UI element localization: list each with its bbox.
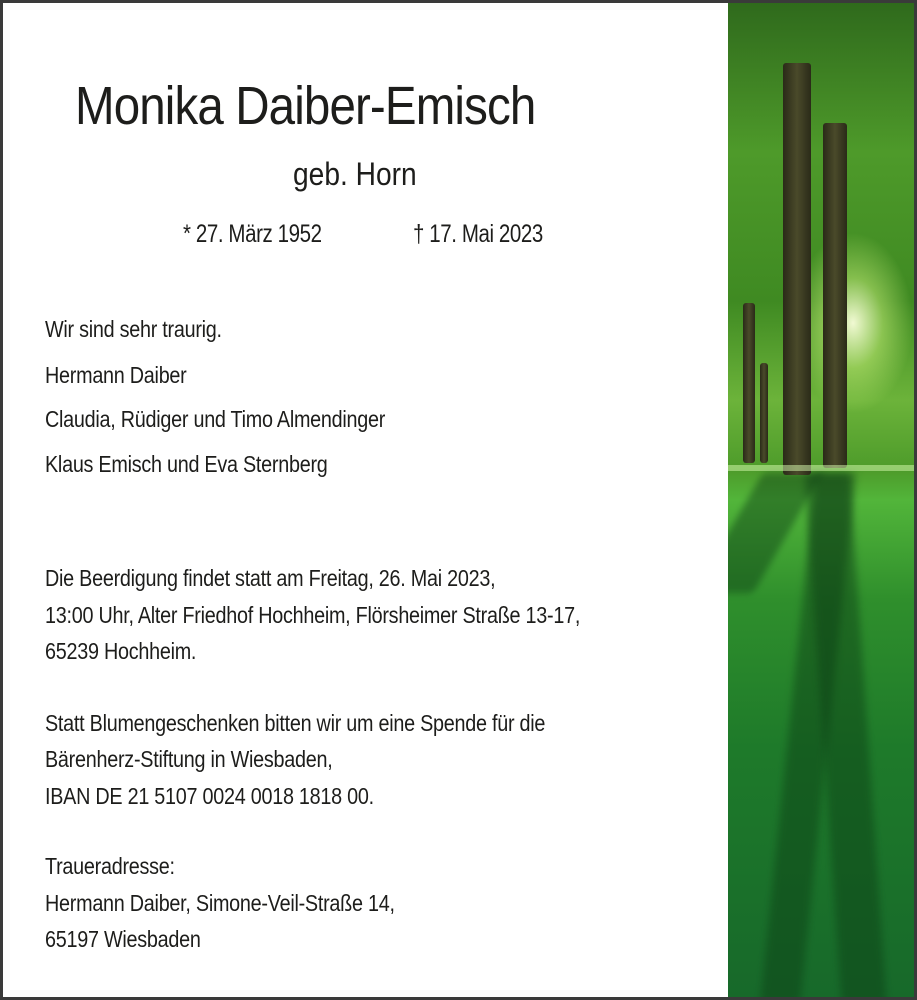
birth-date: * 27. März 1952 (183, 220, 322, 248)
funeral-line: 65239 Hochheim. (45, 638, 197, 664)
tree-park-photo (728, 3, 914, 997)
address-line: Hermann Daiber, Simone-Veil-Straße 14, (45, 890, 395, 916)
mourner-line: Wir sind sehr traurig. (45, 316, 222, 342)
donation-line: Statt Blumengeschenken bitten wir um eine Spende für die (45, 710, 546, 736)
address-line: 65197 Wiesbaden (45, 926, 201, 952)
deceased-name: Monika Daiber-Emisch (75, 76, 536, 136)
maiden-name: geb. Horn (293, 156, 417, 192)
address-line: Traueradresse: (45, 853, 175, 879)
mourner-line: Klaus Emisch und Eva Sternberg (45, 451, 328, 477)
mourner-line: Claudia, Rüdiger und Timo Almendinger (45, 406, 386, 432)
mourner-line: Hermann Daiber (45, 362, 187, 388)
donation-line: Bärenherz-Stiftung in Wiesbaden, (45, 746, 333, 772)
donation-line: IBAN DE 21 5107 0024 0018 1818 00. (45, 783, 374, 809)
funeral-line: 13:00 Uhr, Alter Friedhof Hochheim, Flörsheimer Straße 13-17, (45, 602, 581, 628)
funeral-line: Die Beerdigung findet statt am Freitag, 26. Mai 2023, (45, 565, 496, 591)
death-date: † 17. Mai 2023 (413, 220, 543, 248)
